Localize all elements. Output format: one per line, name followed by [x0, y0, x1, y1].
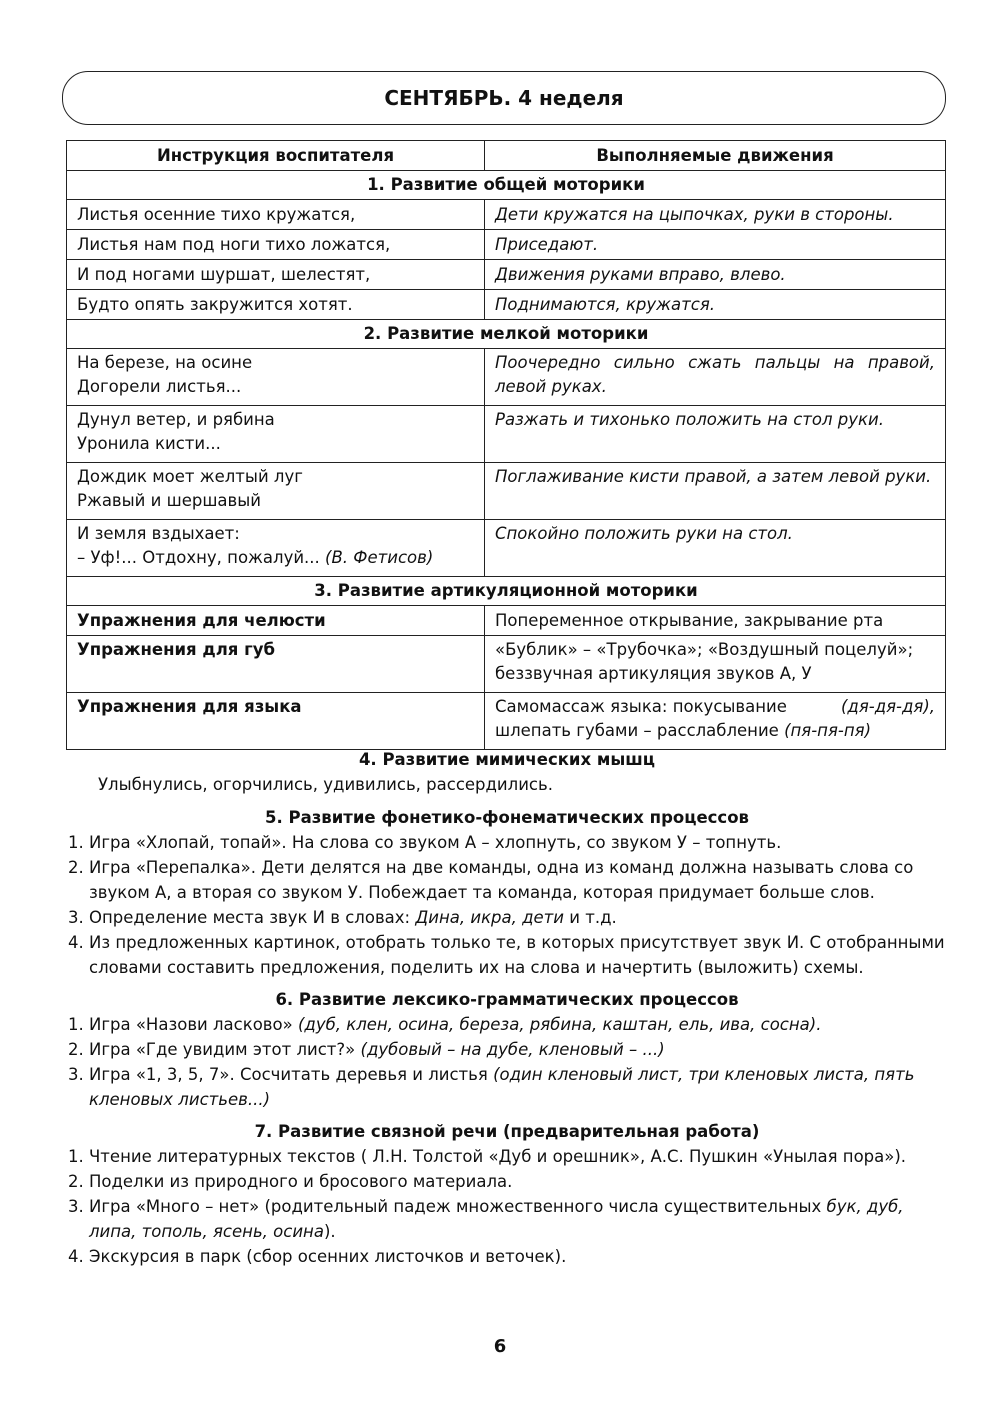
- table-row: [67, 200, 946, 230]
- exercise-type-cell: Упражнения для языка: [67, 693, 485, 750]
- movement-cell: Поглаживание кисти правой, а затем левой руки.: [485, 463, 946, 520]
- table-row: [67, 406, 946, 463]
- table-row: [67, 520, 946, 577]
- section-text: Улыбнулись, огорчились, удивились, рассердились.: [98, 775, 553, 794]
- item-text: Определение места звук И в словах:: [89, 908, 411, 927]
- column-header-movements: Выполняемые движения: [485, 141, 946, 171]
- item-text: Игра «Где увидим этот лист?»: [89, 1040, 356, 1059]
- section-title: 5. Развитие фонетико-фонематических процессов: [265, 808, 749, 827]
- list-item: [89, 905, 952, 930]
- section-title: 7. Развитие связной речи (предварительная работа): [254, 1122, 760, 1141]
- item-italic: (дубовый – на дубе, кленовый – ...): [360, 1040, 665, 1059]
- movement-cell: Дети кружатся на цыпочках, руки в стороны.: [485, 200, 946, 230]
- list-item: 1. Игра «Хлопай, топай». На слова со звуком А – хлопнуть, со звуком У – топнуть.: [89, 830, 952, 855]
- movement-cell: Поочередно сильно сжать пальцы на правой, левой руках.: [485, 349, 946, 406]
- numbered-list: [62, 1012, 952, 1112]
- description-line: беззвучная артикуляция звуков А, У: [495, 664, 812, 683]
- poem-text: – Уф!... Отдохну, пожалуй...: [77, 548, 320, 567]
- poem-line: [77, 546, 474, 570]
- section-header: 3. Развитие артикуляционной моторики: [67, 577, 946, 606]
- table-row: [67, 290, 946, 320]
- list-item: 4. Экскурсия в парк (сбор осенних листочков и веточек).: [89, 1244, 952, 1269]
- poem-line: Дождик моет желтый луг: [77, 467, 303, 486]
- list-item: [89, 1194, 952, 1244]
- instruction-cell: [67, 406, 485, 463]
- table-row: [67, 349, 946, 406]
- poem-author: (В. Фетисов): [325, 548, 434, 567]
- item-text: и т.д.: [569, 908, 617, 927]
- list-item: [89, 1037, 952, 1062]
- table-row: [67, 606, 946, 636]
- item-italic: (дуб, клен, осина, береза, рябина, каштан, ель, ива, сосна).: [297, 1015, 822, 1034]
- poem-line: И земля вздыхает:: [77, 524, 240, 543]
- description-line: [495, 695, 935, 719]
- instruction-cell: Будто опять закружится хотят.: [67, 290, 485, 320]
- list-item: 2. Поделки из природного и бросового материала.: [89, 1169, 952, 1194]
- item-text: Игра «Назови ласково»: [89, 1015, 293, 1034]
- exercise-description-cell: [485, 693, 946, 750]
- list-item: 4. Из предложенных картинок, отобрать только те, в которых присутствует звук И. С отобранными словами составить предложения, поделить их на слова и начертить (выложить) схемы.: [89, 930, 952, 980]
- page-number: 6: [493, 1336, 507, 1357]
- description-text: Самомассаж языка: покусывание: [495, 697, 787, 716]
- movement-cell: Поднимаются, кружатся.: [485, 290, 946, 320]
- list-item: [89, 1062, 952, 1112]
- description-italic: (дя-дя-дя),: [840, 697, 935, 716]
- section-header: 2. Развитие мелкой моторики: [67, 320, 946, 349]
- exercise-type-cell: Упражнения для челюсти: [67, 606, 485, 636]
- description-italic: (пя-пя-пя): [784, 721, 872, 740]
- movement-cell: Разжать и тихонько положить на стол руки.: [485, 406, 946, 463]
- instruction-cell: Листья нам под ноги тихо ложатся,: [67, 230, 485, 260]
- month-week-banner: [62, 71, 946, 125]
- description-line: [495, 719, 935, 743]
- section-title: 6. Развитие лексико-грамматических процессов: [275, 990, 739, 1009]
- movement-cell: Приседают.: [485, 230, 946, 260]
- exercise-table: [66, 140, 946, 750]
- sections: [62, 748, 952, 1269]
- item-text: Игра «Много – нет» (родительный падеж множественного числа существительных: [89, 1197, 822, 1216]
- item-text: ).: [323, 1222, 336, 1241]
- instruction-cell: Листья осенние тихо кружатся,: [67, 200, 485, 230]
- instruction-cell: И под ногами шуршат, шелестят,: [67, 260, 485, 290]
- section-header: 1. Развитие общей моторики: [67, 171, 946, 200]
- instruction-cell: [67, 520, 485, 577]
- item-text: Игра «1, 3, 5, 7». Сосчитать деревья и листья: [89, 1065, 488, 1084]
- instruction-cell: [67, 463, 485, 520]
- exercise-description-cell: Попеременное открывание, закрывание рта: [485, 606, 946, 636]
- poem-line: Уронила кисти...: [77, 434, 221, 453]
- poem-line: Догорели листья...: [77, 377, 242, 396]
- item-italic: бук, дуб, липа, тополь, ясень, осина: [89, 1197, 904, 1241]
- section-title: 4. Развитие мимических мышц: [358, 750, 656, 769]
- table-row: [67, 260, 946, 290]
- description-line: «Бублик» – «Трубочка»; «Воздушный поцелуй»;: [495, 640, 914, 659]
- description-text: шлепать губами – расслабление: [495, 721, 779, 740]
- exercise-description-cell: [485, 636, 946, 693]
- list-item: [89, 1012, 952, 1037]
- table-row: [67, 463, 946, 520]
- numbered-list: [62, 830, 952, 980]
- numbered-list: [62, 1144, 952, 1269]
- instruction-cell: [67, 349, 485, 406]
- movement-cell: Спокойно положить руки на стол.: [485, 520, 946, 577]
- list-item: 1. Чтение литературных текстов ( Л.Н. Толстой «Дуб и орешник», А.С. Пушкин «Унылая пора»).: [89, 1144, 952, 1169]
- table-row: [67, 693, 946, 750]
- poem-line: Ржавый и шершавый: [77, 491, 262, 510]
- list-item: 2. Игра «Перепалка». Дети делятся на две команды, одна из команд должна называть слова со звуком А, а вторая со звуком У. Побеждает та команда, которая придумает больше слов.: [89, 855, 952, 905]
- table-row: [67, 230, 946, 260]
- poem-line: Дунул ветер, и рябина: [77, 410, 275, 429]
- item-italic: (один кленовый лист, три кленовых листа, пять кленовых листьев...): [89, 1065, 915, 1109]
- item-italic: Дина, икра, дети: [415, 908, 565, 927]
- exercise-type-cell: Упражнения для губ: [67, 636, 485, 693]
- movement-cell: Движения руками вправо, влево.: [485, 260, 946, 290]
- poem-line: На березе, на осине: [77, 353, 253, 372]
- column-header-instruction: Инструкция воспитателя: [67, 141, 485, 171]
- page-title: СЕНТЯБРЬ. 4 неделя: [384, 86, 624, 110]
- table-row: [67, 636, 946, 693]
